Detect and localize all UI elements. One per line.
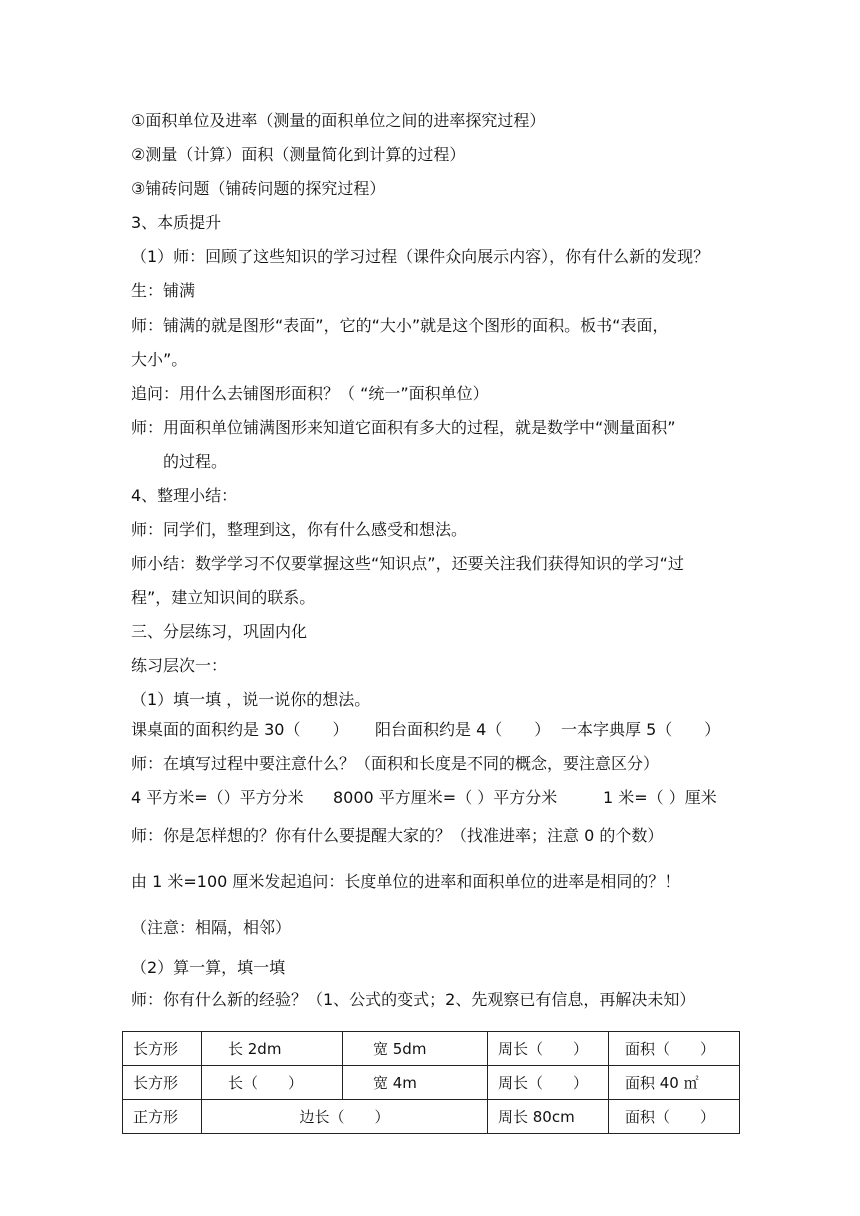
table-cell: 面积（ ）: [609, 1032, 740, 1066]
text-line: 师：你是怎样想的？你有什么要提醒大家的？（找准进率；注意 0 的个数）: [131, 826, 664, 845]
section-heading: 3、本质提升: [131, 213, 222, 232]
table-cell: 长方形: [123, 1066, 202, 1100]
text-line: （2）算一算，填一填: [131, 958, 286, 977]
table-cell: 周长 80cm: [488, 1100, 609, 1134]
fill-blank-item: 阳台面积约是 4（ ）: [375, 720, 551, 739]
text-line: ②测量（计算）面积（测量简化到计算的过程）: [131, 145, 466, 164]
text-line: 师小结：数学学习不仅要掌握这些“知识点”，还要关注我们获得知识的学习“过: [131, 554, 684, 573]
text-line: 由 1 米=100 厘米发起追问：长度单位的进率和面积单位的进率是相同的？！: [131, 872, 681, 891]
text-line: 练习层次一：: [131, 656, 228, 675]
text-line: ①面积单位及进率（测量的面积单位之间的进率探究过程）: [131, 111, 546, 130]
section-heading: 三、分层练习，巩固内化: [131, 622, 308, 641]
section-heading: 4、整理小结：: [131, 486, 238, 505]
table-cell: 面积（ ）: [609, 1100, 740, 1134]
text-line: 大小”。: [131, 350, 188, 369]
table-cell: 宽 4m: [343, 1066, 488, 1100]
table-row: [123, 1032, 740, 1066]
fill-blank-item: 一本字典厚 5（ ）: [561, 720, 721, 739]
table-cell: 长 2dm: [202, 1032, 343, 1066]
measurement-table: [122, 1031, 740, 1134]
table-cell: 周长（ ）: [488, 1032, 609, 1066]
table-cell: 宽 5dm: [343, 1032, 488, 1066]
table-cell: 边长（ ）: [202, 1100, 488, 1134]
table-cell: 长方形: [123, 1032, 202, 1066]
text-line: 师：在填写过程中要注意什么？（面积和长度是不同的概念，要注意区分）: [131, 754, 660, 773]
text-line: （1）填一填 ，说一说你的想法。: [131, 690, 371, 709]
table-row: [123, 1066, 740, 1100]
text-line: （1）师：回顾了这些知识的学习过程（课件众向展示内容），你有什么新的发现？: [131, 247, 710, 266]
table-cell: 正方形: [123, 1100, 202, 1134]
table-cell: 面积 40 ㎡: [609, 1066, 740, 1100]
text-line: ③铺砖问题（铺砖问题的探究过程）: [131, 179, 386, 198]
text-line: 师：铺满的就是图形“表面”，它的“大小”就是这个图形的面积。板书“表面，: [131, 316, 669, 335]
text-line: 师：同学们，整理到这，你有什么感受和想法。: [131, 520, 468, 539]
text-line: 程”，建立知识间的联系。: [131, 588, 316, 607]
text-line: 师：你有什么新的经验？（1、公式的变式；2、先观察已有信息，再解决未知）: [131, 990, 696, 1009]
table-cell: 周长（ ）: [488, 1066, 609, 1100]
text-line: 师：用面积单位铺满图形来知道它面积有多大的过程，就是数学中“测量面积”: [131, 418, 676, 437]
table-cell: 长（ ）: [202, 1066, 343, 1100]
conversion-item: 4 平方米=（）平方分米: [131, 788, 304, 807]
conversion-item: 1 米=（ ）厘米: [603, 788, 717, 807]
table-row: [123, 1100, 740, 1134]
conversion-item: 8000 平方厘米=（ ）平方分米: [333, 788, 558, 807]
text-line: 生：铺满: [131, 281, 196, 300]
text-line: （注意：相隔，相邻）: [131, 918, 292, 937]
text-line: 的过程。: [163, 452, 228, 471]
fill-blank-item: 课桌面的面积约是 30（ ）: [131, 720, 349, 739]
text-line: 追问：用什么去铺图形面积？（ “统一”面积单位）: [131, 384, 489, 403]
